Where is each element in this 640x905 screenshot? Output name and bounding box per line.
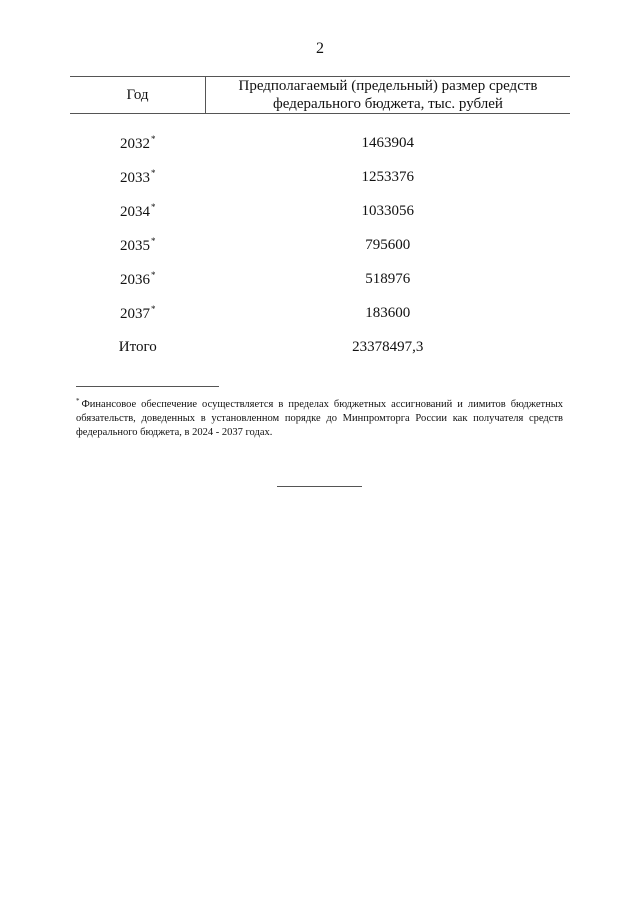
amount-cell: 1253376 (361, 168, 414, 185)
budget-table (70, 76, 570, 364)
year-cell (70, 228, 206, 262)
year-cell (70, 296, 206, 330)
footnote-mark: * (151, 269, 156, 280)
amount-cell: 795600 (365, 236, 411, 253)
footnote-text: Финансовое обеспечение осуществляется в пределах бюджетных ассигнований и лимитов бюджетных обязательств, доведенных в установленном порядке до Минпромторга России как получателя средств федерального бюджета, в 2024 - 2037 годах. (76, 399, 563, 438)
page-number: 2 (316, 40, 324, 57)
header-amount (206, 77, 571, 114)
year-value: 2035 (120, 237, 150, 254)
footnote (76, 394, 563, 440)
year-cell (70, 114, 206, 161)
year-value: 2036 (120, 271, 150, 288)
year-value: 2033 (120, 169, 150, 186)
year-value: 2037 (120, 305, 150, 322)
total-amount: 23378497,3 (352, 338, 424, 355)
footnote-mark: * (151, 133, 156, 144)
footnote-mark: * (151, 235, 156, 246)
amount-cell: 1033056 (361, 202, 414, 219)
amount-cell: 183600 (365, 304, 411, 321)
header-amount-line2: федерального бюджета, тыс. рублей (273, 96, 503, 112)
year-cell (70, 160, 206, 194)
year-value: 2034 (120, 203, 150, 220)
table-row (70, 114, 570, 161)
amount-cell: 518976 (365, 270, 411, 287)
footnote-mark: * (76, 397, 80, 405)
end-of-document-rule (277, 486, 362, 487)
footnote-mark: * (151, 303, 156, 314)
amount-cell: 1463904 (361, 134, 414, 151)
table-row (70, 296, 570, 330)
total-row (70, 330, 570, 364)
year-value: 2032 (120, 135, 150, 152)
year-cell (70, 194, 206, 228)
total-label: Итого (118, 338, 157, 355)
footnote-divider (76, 386, 219, 387)
table-header-row (70, 77, 570, 114)
footnote-mark: * (151, 201, 156, 212)
header-year: Год (70, 77, 206, 114)
year-cell (70, 262, 206, 296)
footnote-mark: * (151, 167, 156, 178)
table-row (70, 228, 570, 262)
header-amount-line1: Предполагаемый (предельный) размер средств (238, 78, 538, 94)
table-row (70, 194, 570, 228)
table-row (70, 262, 570, 296)
table-row (70, 160, 570, 194)
